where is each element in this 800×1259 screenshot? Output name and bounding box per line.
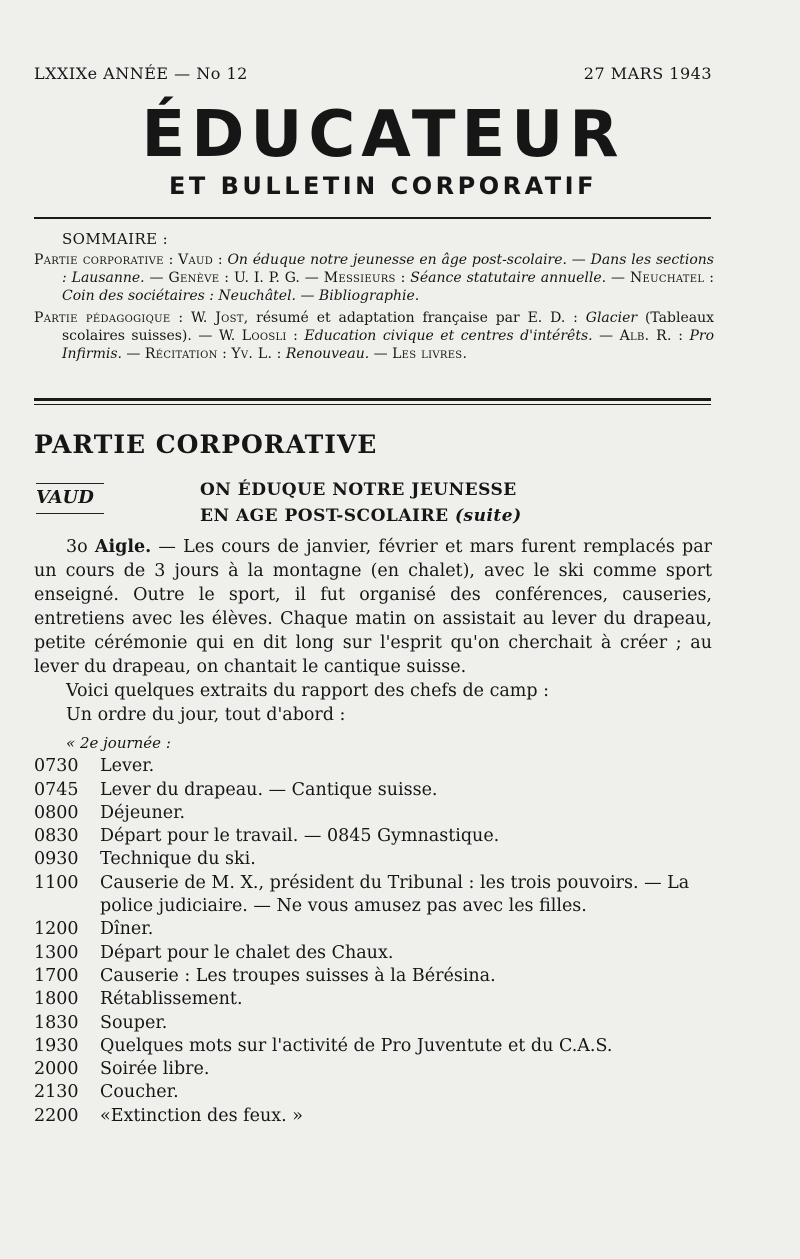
place-name: Aigle. xyxy=(94,537,152,557)
toc-entry-corporative: Partie corporative : Vaud : On éduque notre jeunesse en âge post-scolaire. — Dans les sections : Lausanne. — Genève : U. I. P. G. — Messieurs : Séance statutaire annuelle. — Neuchatel : Coin des sociétaires : Neuchâtel. — Bibliographie. xyxy=(34,252,714,304)
article-suite: (suite) xyxy=(454,506,522,526)
toc-entry-pedagogique: Partie pédagogique : W. Jost, résumé et adaptation française par E. D. : Glacier (Tableaux scolaires suisses). — W. Loosli : Education civique et centres d'intérêts. — Alb. R. : Pro Infirmis. — Récitation : Yv. L. : Renouveau. — Les livres. xyxy=(34,310,714,362)
schedule-activity: Causerie de M. X., président du Tribunal : les trois pouvoirs. — La police judiciaire. — Ne vous amusez pas avec les filles. xyxy=(100,872,690,917)
schedule-row xyxy=(34,918,734,941)
schedule-activity: Quelques mots sur l'activité de Pro Juventute et du C.A.S. xyxy=(100,1035,613,1056)
journal-subtitle: ET BULLETIN CORPORATIF xyxy=(169,172,597,200)
schedule-row xyxy=(34,942,734,965)
schedule-activity: Coucher. xyxy=(100,1082,179,1103)
toc-heading: SOMMAIRE : xyxy=(62,230,169,248)
schedule-time: 1830 xyxy=(34,1012,79,1033)
schedule-row xyxy=(34,1035,734,1058)
schedule-rows xyxy=(34,755,734,1128)
schedule-time: 2200 xyxy=(34,1105,79,1126)
paragraph-extraits: Voici quelques extraits du rapport des chefs de camp : xyxy=(66,681,550,701)
schedule-time: 1200 xyxy=(34,919,79,940)
canton-rule-bottom xyxy=(36,513,104,514)
journal-title: ÉDUCATEUR xyxy=(141,98,625,172)
schedule xyxy=(34,732,734,1128)
double-divider-thin xyxy=(34,404,711,405)
schedule-time: 1100 xyxy=(34,872,79,893)
schedule-activity: Technique du ski. xyxy=(100,849,256,870)
schedule-activity: Départ pour le chalet des Chaux. xyxy=(100,942,394,963)
schedule-activity: Dîner. xyxy=(100,919,154,940)
schedule-heading: « 2e journée : xyxy=(66,734,171,752)
schedule-activity: Lever du drapeau. — Cantique suisse. xyxy=(100,779,438,800)
schedule-row xyxy=(34,755,734,778)
article-title-line1: ON ÉDUQUE NOTRE JEUNESSE xyxy=(200,480,517,500)
paragraph-aigle: 3o Aigle. — Les cours de janvier, février et mars furent remplacés par un cours de 3 jours à la montagne (en chalet), avec le ski comme sport enseigné. Outre le sport, il fut organisé des conférences, causeries, entretiens avec les élèves. Chaque matin on assistait au lever du drapeau, petite cérémonie qui en dit long sur l'esprit qu'on cherchait à créer ; au lever du drapeau, on chantait le cantique suisse. xyxy=(34,537,713,677)
schedule-activity: Soirée libre. xyxy=(100,1059,210,1080)
schedule-activity: Causerie : Les troupes suisses à la Bérésina. xyxy=(100,965,496,986)
divider xyxy=(34,217,711,219)
canton-name: VAUD xyxy=(36,487,94,508)
schedule-activity: Déjeuner. xyxy=(100,802,186,823)
schedule-activity: Rétablissement. xyxy=(100,989,243,1010)
schedule-activity: Lever. xyxy=(100,756,155,777)
schedule-row xyxy=(34,802,734,825)
paragraph-ordre: Un ordre du jour, tout d'abord : xyxy=(66,705,346,725)
schedule-row xyxy=(34,1105,734,1128)
schedule-time: 2130 xyxy=(34,1082,79,1103)
schedule-row xyxy=(34,825,734,848)
canton-label xyxy=(36,487,94,508)
schedule-row xyxy=(34,872,734,919)
schedule-time: 2000 xyxy=(34,1059,79,1080)
schedule-row xyxy=(34,848,734,871)
article-title xyxy=(200,477,522,529)
schedule-row xyxy=(34,988,734,1011)
schedule-activity: Départ pour le travail. — 0845 Gymnastique. xyxy=(100,826,500,847)
section-title: PARTIE CORPORATIVE xyxy=(34,430,378,459)
schedule-activity: «Extinction des feux. » xyxy=(100,1105,303,1126)
schedule-row xyxy=(34,965,734,988)
masthead xyxy=(0,100,740,200)
schedule-time: 0800 xyxy=(34,802,79,823)
canton-rule-top xyxy=(36,483,104,484)
schedule-row xyxy=(34,1081,734,1104)
issue-number: LXXIXe ANNÉE — No 12 xyxy=(34,64,248,83)
schedule-time: 1300 xyxy=(34,942,79,963)
schedule-time: 1930 xyxy=(34,1035,79,1056)
schedule-time: 0745 xyxy=(34,779,79,800)
schedule-time: 1700 xyxy=(34,965,79,986)
schedule-row xyxy=(34,1012,734,1035)
table-of-contents xyxy=(34,230,714,367)
schedule-time: 0830 xyxy=(34,826,79,847)
issue-date: 27 MARS 1943 xyxy=(583,64,712,83)
article-title-line2: EN AGE POST-SCOLAIRE (suite) xyxy=(200,506,522,526)
schedule-time: 1800 xyxy=(34,989,79,1010)
schedule-activity: Souper. xyxy=(100,1012,168,1033)
schedule-time: 0930 xyxy=(34,849,79,870)
double-divider-thick xyxy=(34,398,711,401)
schedule-time: 0730 xyxy=(34,756,79,777)
schedule-row xyxy=(34,779,734,802)
schedule-row xyxy=(34,1058,734,1081)
article-body xyxy=(34,535,712,727)
